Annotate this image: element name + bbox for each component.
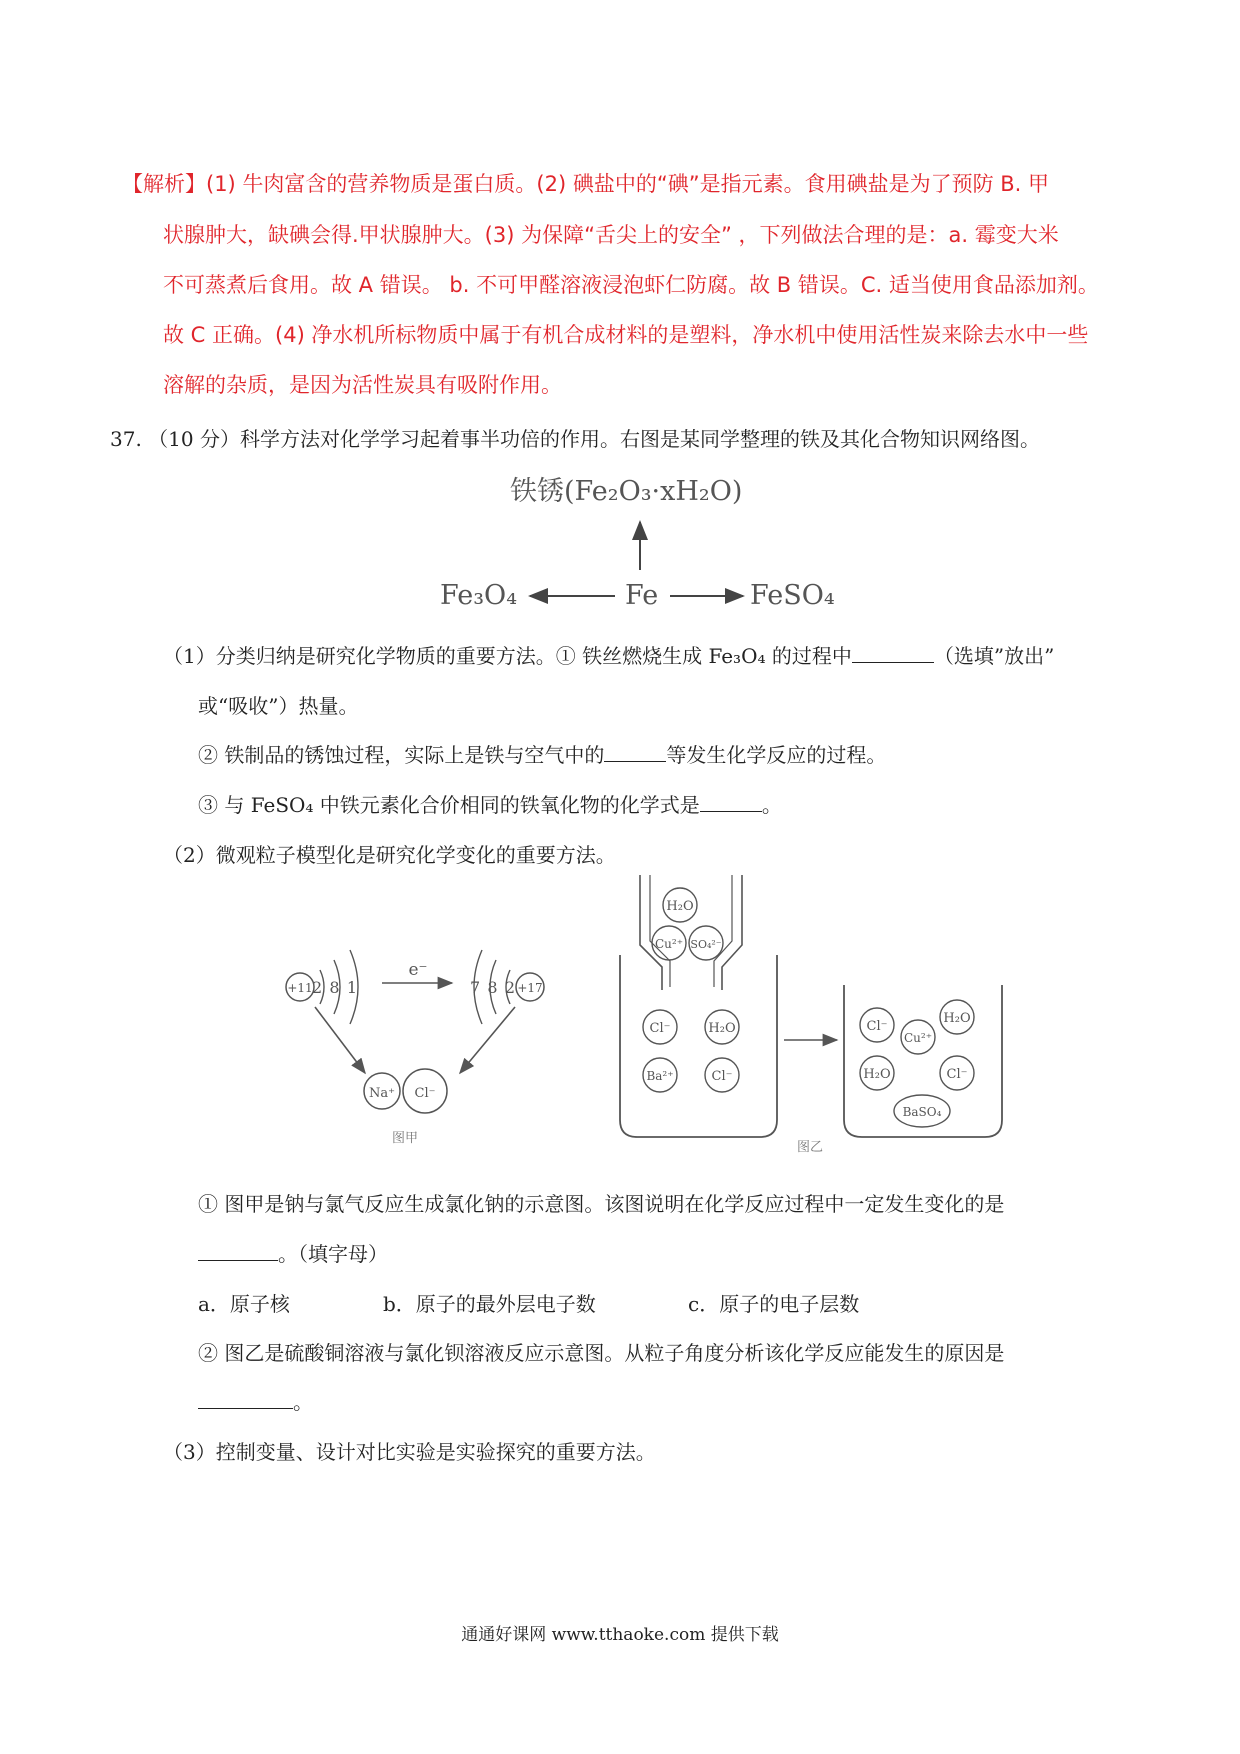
beaker2-cu: Cu²⁺ [903, 1031, 933, 1045]
part2-q1-line2 [198, 1238, 388, 1267]
cl-nucleus-label: +17 [517, 981, 543, 995]
na-ion-label: Na⁺ [369, 1086, 395, 1101]
na-nucleus-label: +11 [287, 981, 313, 995]
analysis-line-4: 故 C 正确。(4) 净水机所标物质中属于有机合成材料的是塑料，净水机中使用活性炭来除去水中一些 [163, 323, 1089, 347]
part1-line1 [163, 640, 1054, 669]
analysis-line-2: 状腺肿大，缺碘会得.甲状腺肿大。(3) 为保障“舌尖上的安全” ，下列做法合理的是：a. 霉变大米 [163, 223, 1059, 247]
part1-line3-tail: 等发生化学反应的过程。 [666, 743, 887, 767]
part1-line1-tail: （选填”放出” [933, 644, 1055, 668]
beaker1-cl-2: Cl⁻ [711, 1069, 733, 1084]
cl-shell-numbers: 7 8 2 [470, 978, 515, 997]
answer-blank-oxide[interactable] [700, 793, 762, 812]
part2-q1-tail: 。（填字母） [278, 1242, 388, 1266]
footer-text: 通通好课网 www.tthaoke.com 提供下载 [461, 1625, 779, 1645]
figure-a-sodium-chloride [270, 915, 560, 1155]
part2-title: （2）微观粒子模型化是研究化学变化的重要方法。 [163, 843, 616, 867]
drop-so4: SO₄²⁻ [690, 938, 722, 951]
part1-line3 [198, 739, 886, 768]
beaker2-cl: Cl⁻ [866, 1019, 888, 1034]
part2-q1-line1: ① 图甲是钠与氯气反应生成氯化钠的示意图。该图说明在化学反应过程中一定发生变化的是 [198, 1192, 1005, 1216]
electron-label: e⁻ [408, 960, 428, 980]
part1-line4-tail: 。 [761, 793, 782, 817]
answer-blank-reason[interactable] [198, 1390, 293, 1409]
analysis-line-5: 溶解的杂质，是因为活性炭具有吸附作用。 [163, 373, 562, 397]
cl-ion-label: Cl⁻ [414, 1086, 436, 1101]
part2-q2-line2 [198, 1386, 313, 1415]
part2-q2-line1: ② 图乙是硫酸铜溶液与氯化钡溶液反应示意图。从粒子角度分析该化学反应能发生的原因是 [198, 1341, 1005, 1365]
beaker2-h2o-2: H₂O [863, 1067, 891, 1082]
option-b: b．原子的最外层电子数 [383, 1292, 596, 1316]
part1-line1-text: （1）分类归纳是研究化学物质的重要方法。① 铁丝燃烧生成 Fe₃O₄ 的过程中 [163, 644, 852, 668]
analysis-line-1: 【解析】(1) 牛肉富含的营养物质是蛋白质。(2) 碘盐中的“碘”是指元素。食用碘盐是为了预防 B. 甲 [122, 172, 1050, 196]
beaker1-h2o: H₂O [708, 1021, 736, 1036]
iron-network-diagram [420, 460, 860, 620]
node-rust: 铁锈(Fe₂O₃·xH₂O) [510, 476, 743, 507]
beaker1-ba: Ba²⁺ [646, 1069, 674, 1083]
drop-h2o: H₂O [666, 899, 694, 914]
part1-line4 [198, 789, 782, 818]
part2-q2-tail: 。 [293, 1390, 313, 1414]
part1-line4-text: ③ 与 FeSO₄ 中铁元素化合价相同的铁氧化物的化学式是 [198, 793, 700, 817]
part3-title: （3）控制变量、设计对比实验是实验探究的重要方法。 [163, 1440, 656, 1464]
node-fe: Fe [625, 580, 659, 611]
answer-blank-heat[interactable] [852, 644, 934, 663]
node-feso4: FeSO₄ [750, 580, 835, 611]
part1-line2: 或“吸收”）热量。 [198, 694, 359, 718]
answer-blank-change[interactable] [198, 1242, 278, 1261]
left-beaker [620, 955, 777, 1137]
option-c: c．原子的电子层数 [688, 1292, 860, 1316]
na-shell-numbers: 2 8 1 [312, 978, 357, 997]
beaker2-baso4: BaSO₄ [902, 1105, 942, 1119]
figure-a-caption: 图甲 [391, 1131, 419, 1146]
q37-intro: 37. （10 分）科学方法对化学学习起着事半功倍的作用。右图是某同学整理的铁及其化合物知识网络图。 [110, 427, 1040, 451]
figure-b-copper-sulfate-barium-chloride [612, 875, 1017, 1155]
node-fe3o4: Fe₃O₄ [440, 580, 518, 611]
option-a: a．原子核 [198, 1292, 290, 1316]
analysis-line-3: 不可蒸煮后食用。故 A 错误。 b. 不可甲醛溶液浸泡虾仁防腐。故 B 错误。C. 适当使用食品添加剂。 [163, 273, 1099, 297]
answer-blank-air[interactable] [604, 743, 666, 762]
beaker2-h2o: H₂O [943, 1011, 971, 1026]
drop-cu: Cu²⁺ [654, 937, 684, 951]
figure-b-caption: 图乙 [796, 1140, 824, 1155]
beaker2-cl-2: Cl⁻ [946, 1067, 968, 1082]
beaker1-cl: Cl⁻ [649, 1021, 671, 1036]
part1-line3-text: ② 铁制品的锈蚀过程，实际上是铁与空气中的 [198, 743, 605, 767]
